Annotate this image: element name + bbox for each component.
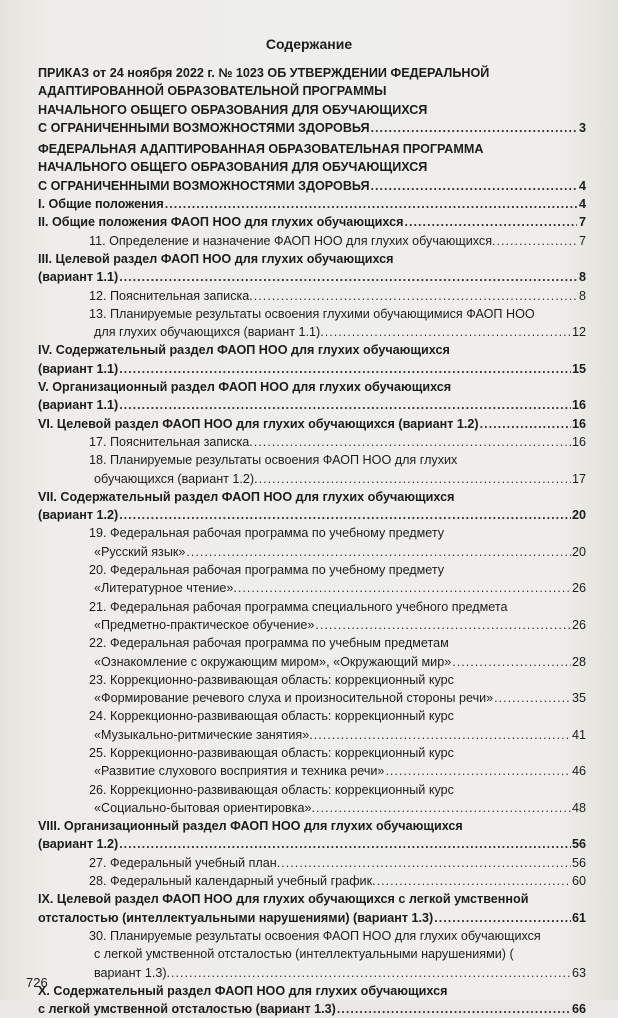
toc-entry-page: 56	[571, 837, 586, 852]
toc-entry[interactable]	[38, 323, 586, 341]
toc-entry-title: (вариант 1.2)	[38, 508, 119, 523]
toc-entry[interactable]	[38, 213, 586, 231]
toc-entry[interactable]	[38, 470, 586, 488]
toc-entry-title: с легкой умственной отсталостью (интеллектуальными нарушениями) (	[94, 947, 514, 962]
toc-leader-dots	[165, 195, 577, 213]
toc-entry-title: III. Целевой раздел ФАОП НОО для глухих обучающихся	[38, 251, 394, 266]
toc-entry-page: 56	[571, 855, 586, 870]
toc-entry[interactable]	[38, 177, 586, 195]
toc-entry[interactable]	[38, 817, 586, 835]
toc-entry-title: (вариант 1.1)	[38, 270, 119, 285]
toc-entry[interactable]	[38, 781, 586, 799]
toc-entry[interactable]	[38, 726, 586, 744]
toc-entry[interactable]	[38, 396, 586, 414]
toc-entry-title: 18. Планируемые результаты освоения ФАОП НОО для глухих	[89, 453, 458, 468]
toc-leader-dots	[259, 470, 571, 488]
toc-entry[interactable]	[38, 872, 586, 890]
toc-entry[interactable]	[38, 854, 586, 872]
toc-entry-title: «Музыкально-ритмические занятия».	[94, 727, 313, 742]
toc-leader-dots	[119, 360, 571, 378]
toc-entry-page: 16	[571, 398, 586, 413]
table-of-contents	[38, 64, 586, 1018]
toc-entry-title: 22. Федеральная рабочая программа по учебным предметам	[89, 636, 449, 651]
toc-leader-dots	[480, 415, 571, 433]
toc-entry-page: 12	[571, 325, 586, 340]
toc-entry-page: 16	[571, 416, 586, 431]
toc-entry-page: 46	[571, 764, 586, 779]
toc-entry[interactable]	[38, 82, 586, 100]
toc-entry-title: 13. Планируемые результаты освоения глухими обучающимися ФАОП НОО	[89, 306, 535, 321]
toc-entry[interactable]	[38, 64, 586, 82]
toc-entry[interactable]	[38, 927, 586, 945]
toc-entry-title: IV. Содержательный раздел ФАОП НОО для глухих обучающихся	[38, 343, 450, 358]
toc-entry[interactable]	[38, 598, 586, 616]
page-number: 726	[26, 975, 48, 990]
toc-entry-title: вариант 1.3).	[94, 965, 171, 980]
toc-entry-page: 4	[578, 178, 586, 193]
toc-leader-dots	[119, 268, 577, 286]
toc-entry-title: «Литературное чтение».	[94, 581, 237, 596]
toc-leader-dots	[452, 653, 571, 671]
toc-entry[interactable]	[38, 543, 586, 561]
toc-leader-dots	[497, 232, 577, 250]
toc-entry-title: С ОГРАНИЧЕННЫМИ ВОЗМОЖНОСТЯМИ ЗДОРОВЬЯ	[38, 120, 370, 135]
toc-entry-page: 17	[571, 471, 586, 486]
toc-entry-title: 30. Планируемые результаты освоения ФАОП НОО для глухих обучающихся	[89, 928, 541, 943]
toc-leader-dots	[186, 543, 571, 561]
toc-entry-title: для глухих обучающихся (вариант 1.1).	[94, 325, 324, 340]
toc-entry-title: «Развитие слухового восприятия и техника речи»	[94, 764, 385, 779]
toc-entry-title: VII. Содержательный раздел ФАОП НОО для глухих обучающихся	[38, 489, 455, 504]
toc-entry[interactable]	[38, 653, 586, 671]
toc-leader-dots	[314, 726, 571, 744]
toc-entry-page: 61	[571, 910, 586, 925]
toc-leader-dots	[119, 506, 571, 524]
toc-entry-title: ПРИКАЗ от 24 ноября 2022 г. № 1023 ОБ УТВЕРЖДЕНИИ ФЕДЕРАЛЬНОЙ	[38, 66, 490, 80]
toc-entry-page: 66	[571, 1002, 586, 1017]
toc-entry[interactable]	[38, 506, 586, 524]
toc-entry-title: 24. Коррекционно-развивающая область: коррекционный курс	[89, 709, 454, 724]
toc-entry[interactable]	[38, 762, 586, 780]
toc-entry-page: 8	[578, 288, 586, 303]
toc-entry[interactable]	[38, 890, 586, 908]
toc-entry[interactable]	[38, 707, 586, 725]
toc-entry-title: «Социально-бытовая ориентировка».	[94, 800, 315, 815]
toc-entry[interactable]	[38, 488, 586, 506]
toc-entry[interactable]	[38, 689, 586, 707]
toc-entry-title: ФЕДЕРАЛЬНАЯ АДАПТИРОВАННАЯ ОБРАЗОВАТЕЛЬНАЯ ПРОГРАММА	[38, 142, 484, 157]
toc-entry[interactable]	[38, 524, 586, 542]
toc-entry[interactable]	[38, 835, 586, 853]
toc-entry-title: НАЧАЛЬНОГО ОБЩЕГО ОБРАЗОВАНИЯ ДЛЯ ОБУЧАЮЩИХСЯ	[38, 160, 428, 175]
toc-entry-page: 20	[571, 508, 586, 523]
toc-entry-page: 60	[571, 874, 586, 889]
toc-leader-dots	[377, 872, 571, 890]
toc-entry-title: обучающихся (вариант 1.2).	[94, 471, 258, 486]
toc-entry-title: 20. Федеральная рабочая программа по учебному предмету	[89, 563, 445, 578]
page-title: Содержание	[265, 36, 353, 52]
toc-leader-dots	[404, 213, 577, 231]
toc-entry-title: с легкой умственной отсталостью (вариант 1.3)	[38, 1002, 336, 1017]
toc-entry[interactable]	[38, 140, 586, 158]
toc-entry-title: I. Общие положения	[38, 197, 164, 212]
toc-entry-title: X. Содержательный раздел ФАОП НОО для глухих обучающихся	[38, 983, 448, 998]
toc-entry-page: 26	[571, 581, 586, 596]
toc-entry-title: «Русский язык»	[94, 544, 186, 559]
toc-leader-dots	[171, 964, 571, 982]
toc-entry[interactable]	[38, 101, 586, 119]
toc-entry-title: V. Организационный раздел ФАОП НОО для глухих обучающихся	[38, 380, 452, 395]
toc-leader-dots	[315, 616, 571, 634]
toc-entry-page: 4	[578, 197, 586, 212]
toc-entry[interactable]	[38, 158, 586, 176]
toc-entry[interactable]	[38, 305, 586, 323]
toc-entry-page: 16	[571, 434, 586, 449]
toc-entry[interactable]	[38, 1000, 586, 1018]
toc-entry[interactable]	[38, 119, 586, 137]
toc-leader-dots	[316, 799, 571, 817]
toc-leader-dots	[371, 119, 577, 137]
toc-entry[interactable]	[38, 964, 586, 982]
toc-entry[interactable]	[38, 799, 586, 817]
toc-entry-title: «Ознакомление с окружающим миром», «Окружающий мир»	[94, 654, 452, 669]
toc-entry[interactable]	[38, 579, 586, 597]
toc-leader-dots	[119, 396, 571, 414]
toc-entry[interactable]	[38, 744, 586, 762]
toc-entry[interactable]	[38, 250, 586, 268]
toc-entry-title: «Предметно-практическое обучение»	[94, 617, 315, 632]
toc-entry-title: АДАПТИРОВАННОЙ ОБРАЗОВАТЕЛЬНОЙ ПРОГРАММЫ	[38, 84, 387, 99]
toc-entry-page: 7	[578, 233, 586, 248]
toc-entry[interactable]	[38, 634, 586, 652]
toc-entry[interactable]	[38, 982, 586, 1000]
toc-entry[interactable]	[38, 195, 586, 213]
toc-entry[interactable]	[38, 268, 586, 286]
toc-entry-title: VIII. Организационный раздел ФАОП НОО для глухих обучающихся	[38, 819, 463, 834]
toc-entry-page: 8	[578, 270, 586, 285]
toc-entry-title: НАЧАЛЬНОГО ОБЩЕГО ОБРАЗОВАНИЯ ДЛЯ ОБУЧАЮЩИХСЯ	[38, 102, 428, 117]
toc-entry[interactable]	[38, 341, 586, 359]
toc-entry[interactable]	[38, 232, 586, 250]
toc-leader-dots	[494, 689, 571, 707]
toc-entry-page: 48	[571, 800, 586, 815]
toc-entry[interactable]	[38, 909, 586, 927]
toc-leader-dots	[238, 579, 571, 597]
toc-leader-dots	[371, 177, 577, 195]
toc-entry-title: II. Общие положения ФАОП НОО для глухих обучающихся	[38, 215, 404, 230]
toc-entry-title: С ОГРАНИЧЕННЫМИ ВОЗМОЖНОСТЯМИ ЗДОРОВЬЯ	[38, 178, 370, 193]
toc-leader-dots	[337, 1000, 571, 1018]
toc-entry-title: 28. Федеральный календарный учебный график.	[89, 874, 376, 889]
toc-entry-title: 21. Федеральная рабочая программа специального учебного предмета	[89, 599, 508, 614]
toc-entry-page: 15	[571, 361, 586, 376]
toc-entry[interactable]	[38, 287, 586, 305]
toc-entry-title: (вариант 1.1)	[38, 398, 119, 413]
toc-entry-page: 41	[571, 727, 586, 742]
toc-entry-title: 19. Федеральная рабочая программа по учебному предмету	[89, 526, 445, 541]
toc-leader-dots	[254, 287, 577, 305]
toc-leader-dots	[254, 433, 571, 451]
toc-leader-dots	[325, 323, 571, 341]
toc-entry[interactable]	[38, 433, 586, 451]
toc-entry-title: «Формирование речевого слуха и произносительной стороны речи»	[94, 691, 494, 706]
toc-entry-title: 27. Федеральный учебный план.	[89, 855, 281, 870]
toc-leader-dots	[281, 854, 571, 872]
toc-entry-title: 17. Пояснительная записка.	[89, 434, 253, 449]
toc-entry[interactable]	[38, 415, 586, 433]
toc-entry-title: (вариант 1.2)	[38, 837, 119, 852]
toc-entry[interactable]	[38, 945, 586, 963]
toc-entry-title: 25. Коррекционно-развивающая область: коррекционный курс	[89, 745, 454, 760]
toc-entry-page: 7	[578, 215, 586, 230]
toc-entry-title: 23. Коррекционно-развивающая область: коррекционный курс	[89, 672, 454, 687]
toc-entry-page: 35	[571, 691, 586, 706]
toc-entry[interactable]	[38, 360, 586, 378]
toc-entry-title: IX. Целевой раздел ФАОП НОО для глухих обучающихся с легкой умственной	[38, 892, 529, 907]
toc-entry[interactable]	[38, 671, 586, 689]
toc-entry-page: 28	[571, 654, 586, 669]
toc-entry-page: 20	[571, 544, 586, 559]
toc-entry[interactable]	[38, 616, 586, 634]
toc-entry-title: 11. Определение и назначение ФАОП НОО для глухих обучающихся.	[89, 233, 496, 248]
toc-leader-dots	[119, 835, 571, 853]
toc-entry-page: 63	[571, 965, 586, 980]
toc-entry-title: (вариант 1.1)	[38, 361, 119, 376]
toc-entry[interactable]	[38, 378, 586, 396]
toc-entry-title: 26. Коррекционно-развивающая область: коррекционный курс	[89, 782, 454, 797]
toc-entry-title: отсталостью (интеллектуальными нарушениями) (вариант 1.3)	[38, 910, 434, 925]
toc-leader-dots	[385, 762, 571, 780]
toc-entry-title: 12. Пояснительная записка.	[89, 288, 253, 303]
toc-entry[interactable]	[38, 561, 586, 579]
toc-entry-title: VI. Целевой раздел ФАОП НОО для глухих обучающихся (вариант 1.2)	[38, 416, 479, 431]
toc-leader-dots	[434, 909, 571, 927]
toc-entry-page: 3	[578, 120, 586, 135]
toc-entry[interactable]	[38, 451, 586, 469]
toc-entry-page: 26	[571, 617, 586, 632]
